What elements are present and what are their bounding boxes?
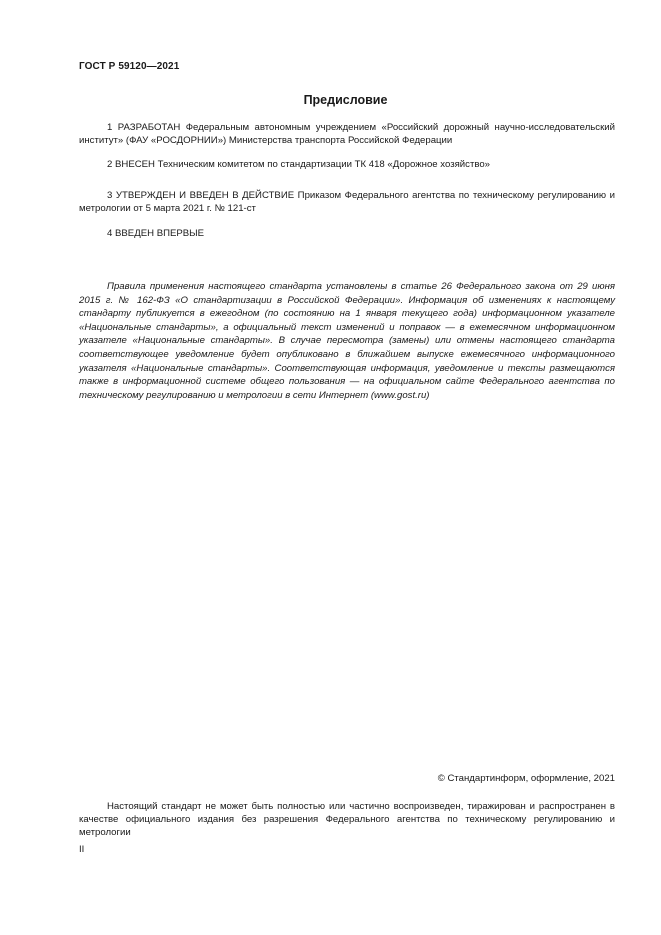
item-introduced	[79, 158, 615, 171]
item-introduced-text: 2 ВНЕСЕН Техническим комитетом по стандартизации ТК 418 «Дорожное хозяйство»	[107, 159, 491, 170]
section-title	[0, 93, 661, 107]
item-first-introduced	[79, 227, 615, 240]
application-rules-note	[79, 280, 615, 402]
item-approved-text: 3 УТВЕРЖДЕН И ВВЕДЕН В ДЕЙСТВИЕ Приказом Федерального агентства по техническому регулированию и метрологии от 5 марта 2021 г. № 121-ст	[79, 190, 615, 214]
item-developed-text: 1 РАЗРАБОТАН Федеральным автономным учреждением «Российский дорожный научно-исследовательский институт» (ФАУ «РОСДОРНИИ») Министерства транспорта Российской Федерации	[79, 122, 615, 146]
page-number: II	[79, 844, 85, 855]
section-title-text: Предисловие	[303, 93, 388, 107]
application-rules-text: Правила применения настоящего стандарта установлены в статье 26 Федерального закона от 29 июня 2015 г. № 162-ФЗ «О стандартизации в Российской Федерации». Информация об изменениях к настоящему стандарту публикуется в ежегодном (по состоянию на 1 января текущего года) информационном указателе «Национальные стандарты», а официальный текст изменений и поправок — в ежемесячном информационном указателе «Национальные стандарты». В случае пересмотра (замены) или отмены настоящего стандарта соответствующее уведомление будет опубликовано в ближайшем выпуске ежемесячного информационного указателя «Национальные стандарты». Соответствующая информация, уведомление и тексты размещаются также в информационной системе общего пользования — на официальном сайте Федерального агентства по техническому регулированию и метрологии в сети Интернет (www.gost.ru)	[79, 281, 615, 401]
reproduction-notice	[79, 800, 615, 839]
reproduction-notice-text: Настоящий стандарт не может быть полностью или частично воспроизведен, тиражирован и распространен в качестве официального издания без разрешения Федерального агентства по техническому регулированию и метрологии	[79, 801, 615, 838]
document-id-header: ГОСТ Р 59120—2021	[79, 61, 180, 72]
copyright-line: © Стандартинформ, оформление, 2021	[437, 773, 615, 784]
item-first-introduced-text: 4 ВВЕДЕН ВПЕРВЫЕ	[107, 228, 205, 239]
item-approved	[79, 189, 615, 215]
item-developed	[79, 121, 615, 147]
